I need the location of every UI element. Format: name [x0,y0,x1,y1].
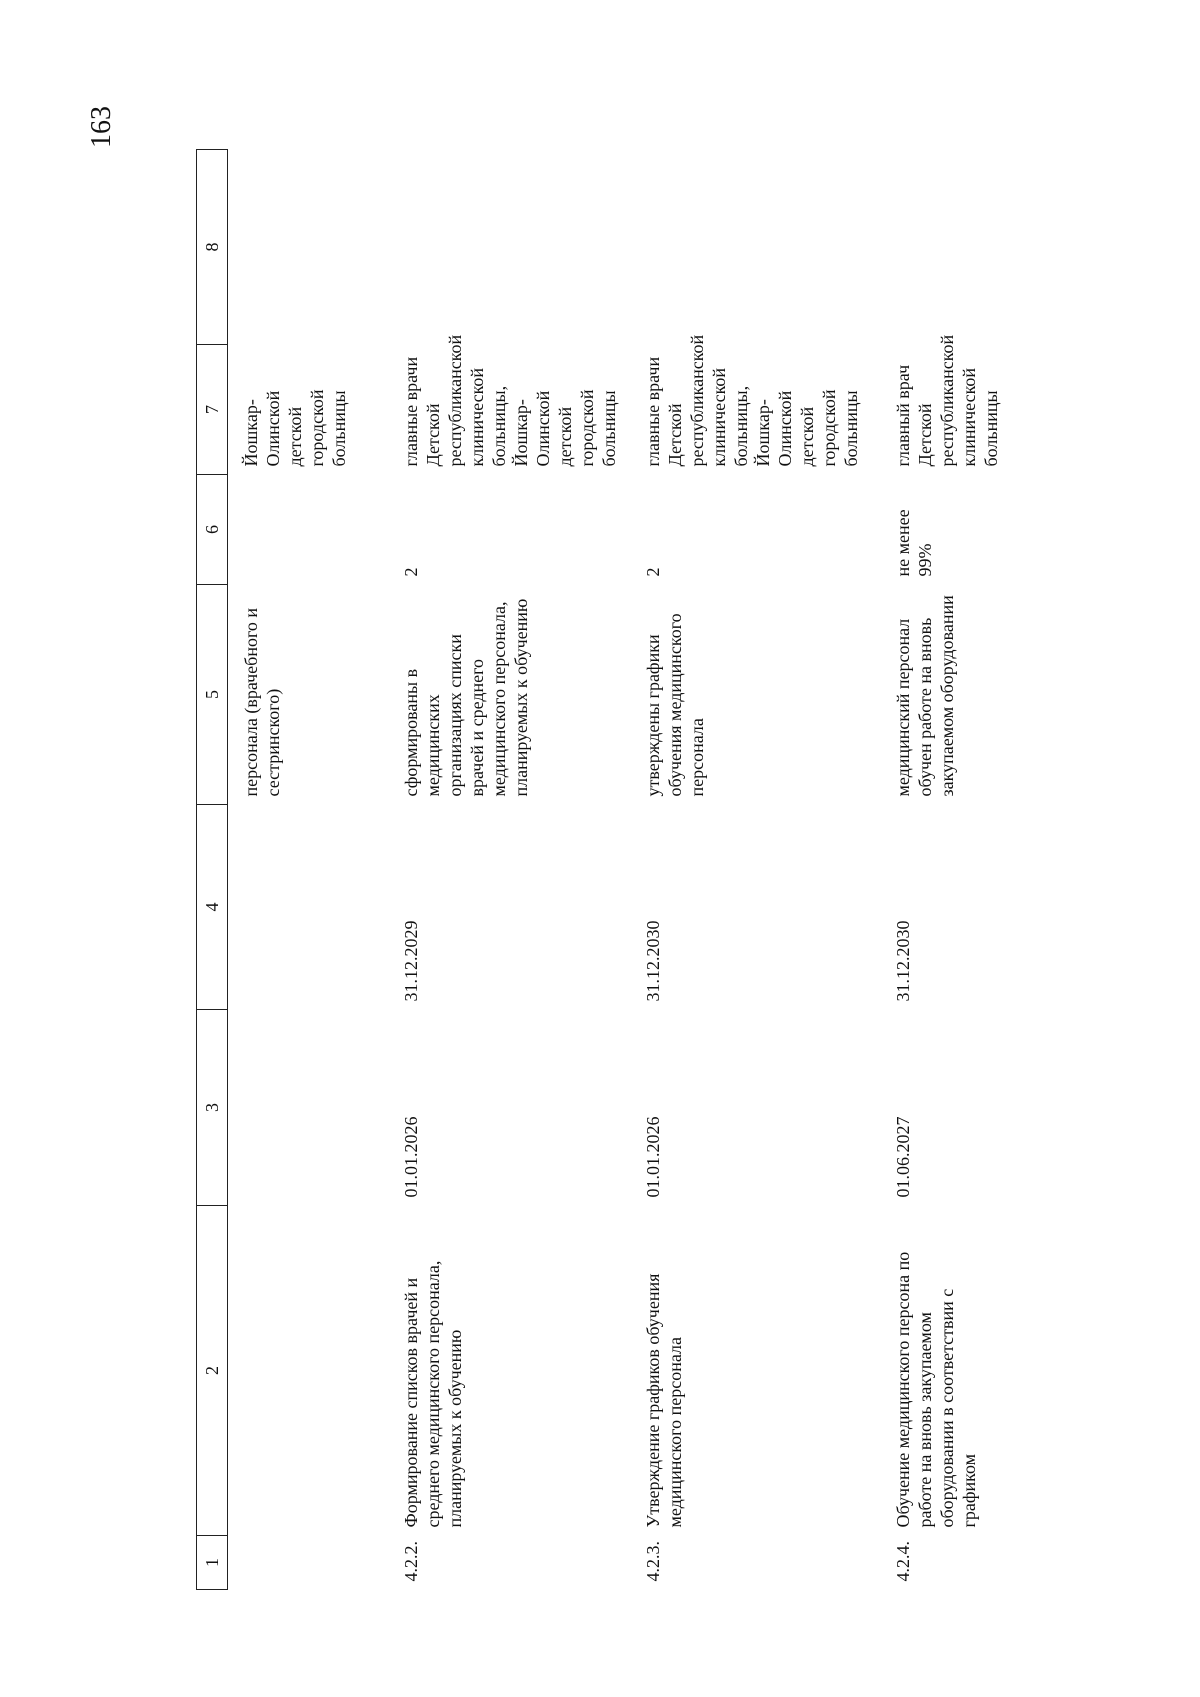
indicator-value: 2 [400,567,421,577]
indicator-value: 2 [642,567,663,577]
responsible-party: Йошкар-Олинской детской городской больницы [241,389,349,467]
end-date: 31.12.2030 [642,920,663,1002]
result-description: медицинский персонал обучен работе на вновь закупаемом оборудовании [892,595,957,797]
activity-name: Формирование списков врачей и среднего медицинского персонала, планируемых к обучению [400,1260,465,1528]
header-col-7: 7 [197,345,228,475]
indicator-value: не менее 99% [892,509,935,577]
responsible-party: главные врачи Детской республиканской клинической больницы, Йошкар-Олинской детской городской больницы [400,334,619,467]
start-date: 01.01.2026 [642,1116,663,1198]
header-col-4: 4 [197,805,228,1010]
header-col-2: 2 [197,1206,228,1536]
page-number: 163 [86,106,117,148]
row-number [228,1536,388,1590]
activities-table [196,149,1020,1590]
header-row [197,150,228,1590]
row-number: 4.2.3. [642,1541,663,1582]
header-col-6: 6 [197,475,228,585]
responsible-party: главный врач Детской республиканской клинической больницы [892,334,1001,467]
end-date [228,805,388,1010]
rotated-table-container [196,150,1016,1590]
result-description: утверждены графики обучения медицинского персонала [642,613,707,797]
start-date: 01.06.2027 [892,1116,913,1198]
activity-name: Обучение медицинского персона по работе на вновь закупаемом оборудовании в соответствии с графиком [892,1251,979,1528]
table-row [388,150,630,1590]
note-cell [388,150,630,345]
end-date: 31.12.2029 [400,920,421,1002]
table-row [880,150,1020,1590]
table-row [228,150,388,1590]
result-description: персонала (врачебного и сестринского) [241,607,283,797]
table-row [630,150,880,1590]
row-number: 4.2.2. [400,1541,421,1582]
indicator-value [228,475,388,585]
note-cell [630,150,880,345]
result-description: сформированы в медицинских организациях списки врачей и среднего медицинского персонала, планируемых к обучению [400,598,531,797]
responsible-party: главные врачи Детской республиканской клинической больницы, Йошкар-Олинской детской городской больницы [642,334,861,467]
activity-name: Утверждение графиков обучения медицинского персонала [642,1273,685,1528]
header-col-8: 8 [197,150,228,345]
activity-name [228,1206,388,1536]
start-date [228,1010,388,1206]
header-col-5: 5 [197,585,228,805]
note-cell [228,150,388,345]
note-cell [880,150,1020,345]
header-col-3: 3 [197,1010,228,1206]
header-col-1: 1 [197,1536,228,1590]
row-number: 4.2.4. [892,1541,913,1582]
end-date: 31.12.2030 [892,920,913,1002]
start-date: 01.01.2026 [400,1116,421,1198]
